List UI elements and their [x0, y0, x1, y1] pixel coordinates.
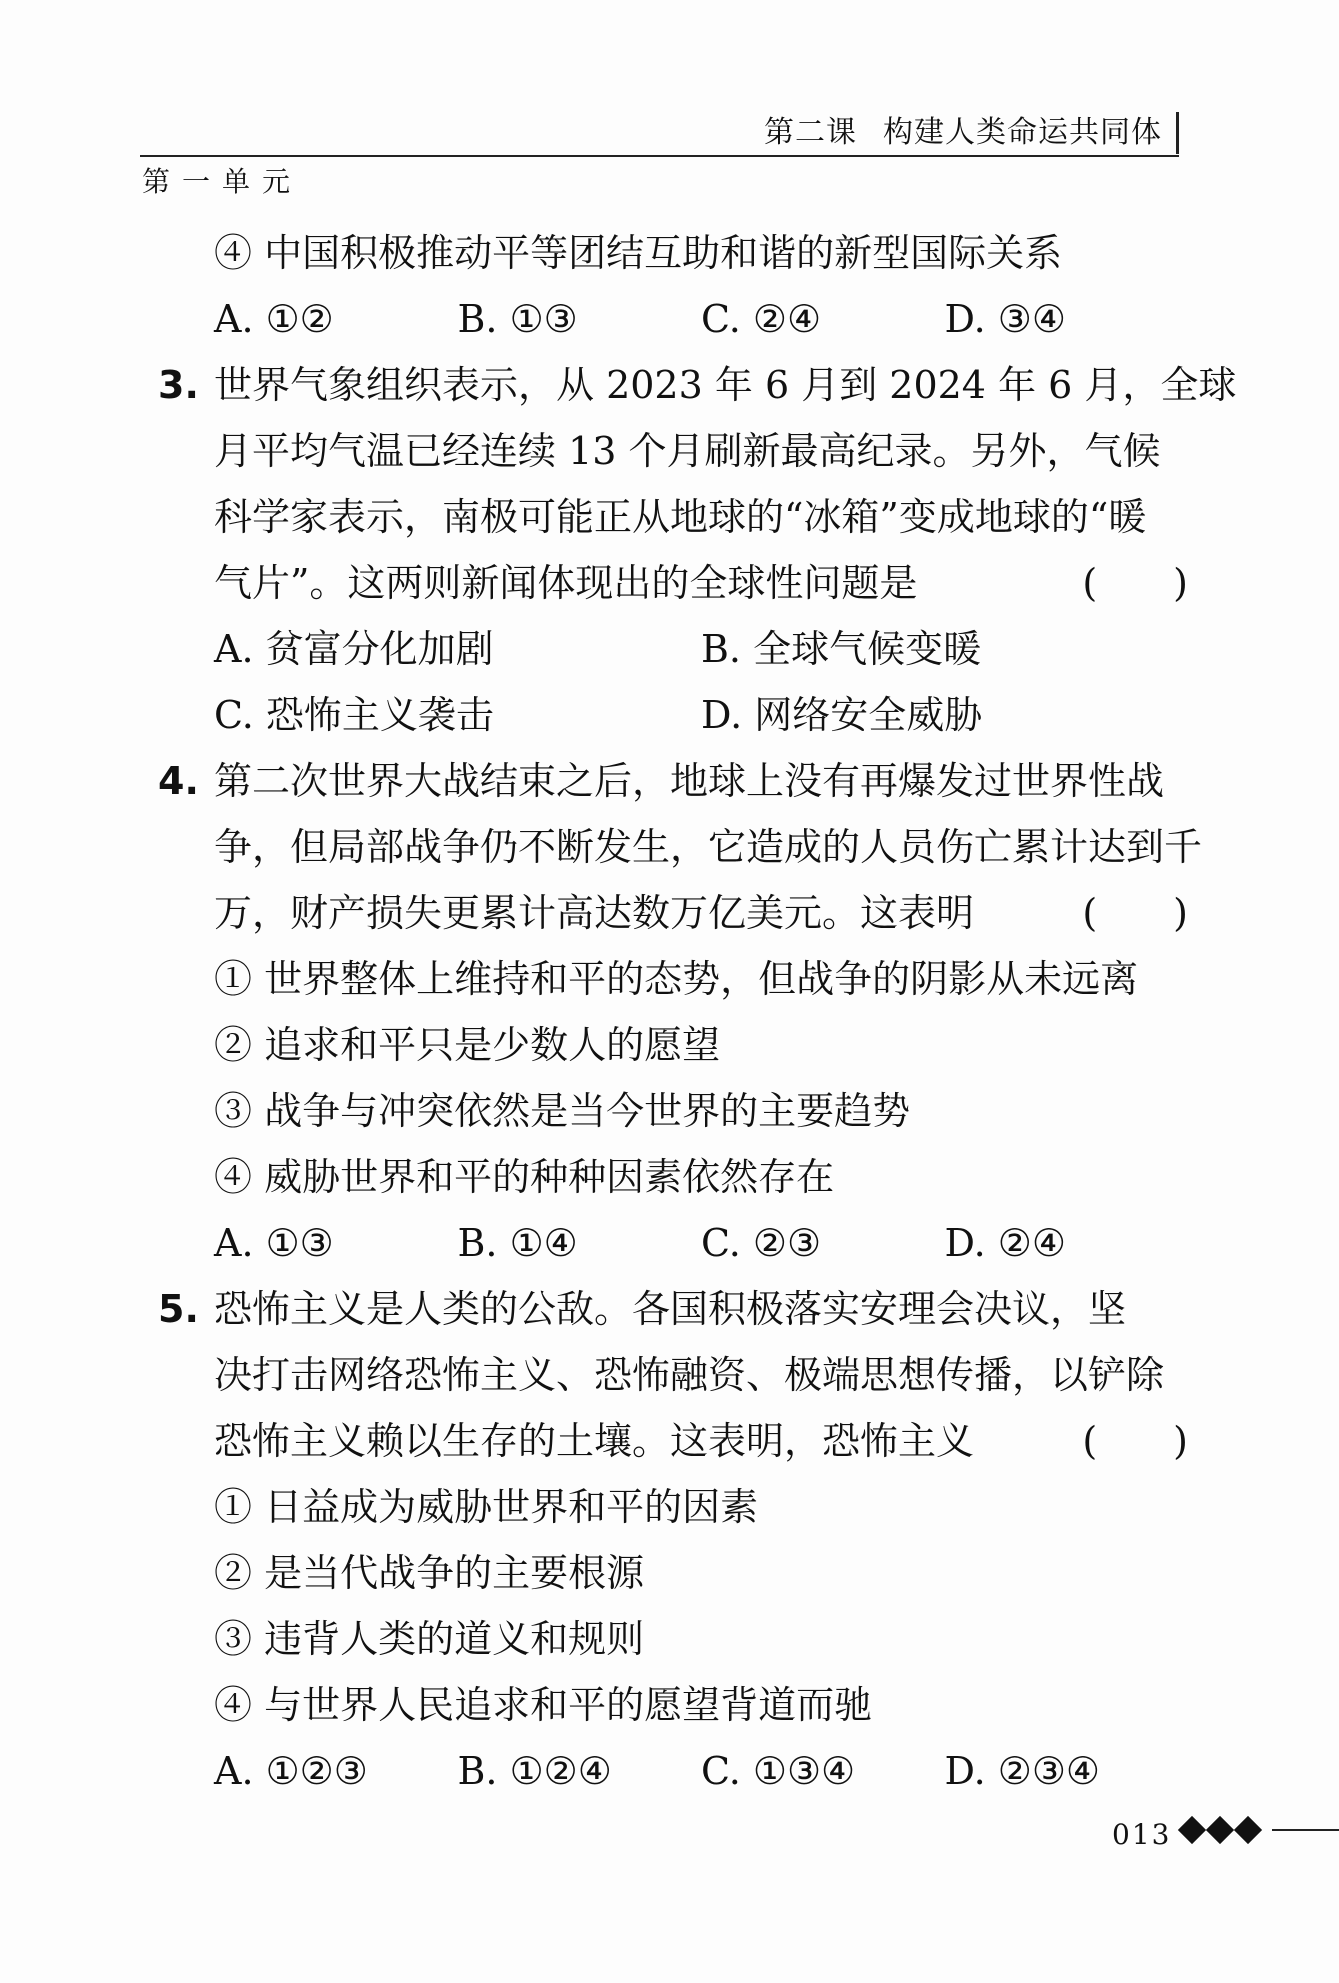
choice-a: A. 贫富分化加剧 [214, 627, 494, 671]
choice-c: C. ②④ [701, 297, 822, 341]
diamond-icon [1234, 1816, 1262, 1844]
choice-a: A. ①②③ [214, 1749, 368, 1793]
option-3: ③ 违背人类的道义和规则 [214, 1617, 645, 1661]
question-3 [158, 352, 1237, 748]
lesson-title: 构建人类命运共同体 [883, 115, 1162, 150]
question-stem-line: 恐怖主义赖以生存的土壤。这表明，恐怖主义 [214, 1419, 975, 1463]
question-stem-line: 恐怖主义是人类的公敌。各国积极落实安理会决议，坚 [214, 1287, 1127, 1331]
page-number: 013 [1112, 1818, 1172, 1851]
question-stem-line: 月平均气温已经连续 13 个月刷新最高纪录。另外，气候 [214, 429, 1161, 473]
question-5 [158, 1276, 1188, 1804]
choice-b: B. 全球气候变暖 [701, 627, 982, 671]
answer-choices [158, 286, 1188, 352]
choice-d: D. ②③④ [944, 1749, 1100, 1793]
unit-label: 第一单元 [142, 165, 303, 198]
option-1: ① 世界整体上维持和平的态势，但战争的阴影从未远离 [214, 957, 1139, 1001]
choice-a: A. ①③ [214, 1221, 334, 1265]
question-stem-line: 科学家表示，南极可能正从地球的“冰箱”变成地球的“暖 [214, 495, 1147, 539]
choice-b: B. ①②④ [457, 1749, 612, 1793]
choice-c: C. ①③④ [701, 1749, 856, 1793]
answer-blank: ( ) [1082, 891, 1188, 935]
header-rule [140, 155, 1179, 157]
question-content [158, 220, 1237, 1804]
question-number: 3. [158, 363, 199, 407]
lesson-label: 第二课 [764, 115, 857, 150]
question-stem-line: 争，但局部战争仍不断发生，它造成的人员伤亡累计达到千 [214, 825, 1203, 869]
footer-rule [1272, 1829, 1339, 1831]
choice-d: D. ③④ [944, 297, 1066, 341]
option-2: ② 是当代战争的主要根源 [214, 1551, 645, 1595]
choice-d: D. ②④ [944, 1221, 1066, 1265]
question-stem-line: 决打击网络恐怖主义、恐怖融资、极端思想传播，以铲除 [214, 1353, 1165, 1397]
diamond-icon [1206, 1816, 1234, 1844]
question-number: 5. [158, 1287, 199, 1331]
choice-b: B. ①③ [457, 297, 578, 341]
question-stem-line: 万，财产损失更累计高达数万亿美元。这表明 [214, 891, 975, 935]
answer-blank: ( ) [1082, 561, 1188, 605]
diamond-icon [1178, 1816, 1206, 1844]
lesson-header [764, 112, 1179, 154]
question-stem-line: 第二次世界大战结束之后，地球上没有再爆发过世界性战 [214, 759, 1165, 803]
choice-c: C. 恐怖主义袭击 [214, 693, 494, 737]
choice-c: C. ②③ [701, 1221, 822, 1265]
option-1: ① 日益成为威胁世界和平的因素 [214, 1485, 759, 1529]
question-number: 4. [158, 759, 199, 803]
footer-ornament [1182, 1820, 1339, 1840]
choice-a: A. ①② [214, 297, 334, 341]
answer-blank: ( ) [1082, 1419, 1188, 1463]
option-4: ④ 威胁世界和平的种种因素依然存在 [214, 1155, 835, 1199]
question-stem-line: 世界气象组织表示，从 2023 年 6 月到 2024 年 6 月，全球 [214, 363, 1237, 407]
option-4: ④ 与世界人民追求和平的愿望背道而驰 [214, 1683, 873, 1727]
option-4: ④ 中国积极推动平等团结互助和谐的新型国际关系 [214, 231, 1063, 275]
question-stem-line: 气片”。这两则新闻体现出的全球性问题是 [214, 561, 918, 605]
option-3: ③ 战争与冲突依然是当今世界的主要趋势 [214, 1089, 911, 1133]
choice-b: B. ①④ [457, 1221, 578, 1265]
choice-d: D. 网络安全威胁 [701, 693, 983, 737]
question-4 [158, 748, 1203, 1276]
option-2: ② 追求和平只是少数人的愿望 [214, 1023, 721, 1067]
